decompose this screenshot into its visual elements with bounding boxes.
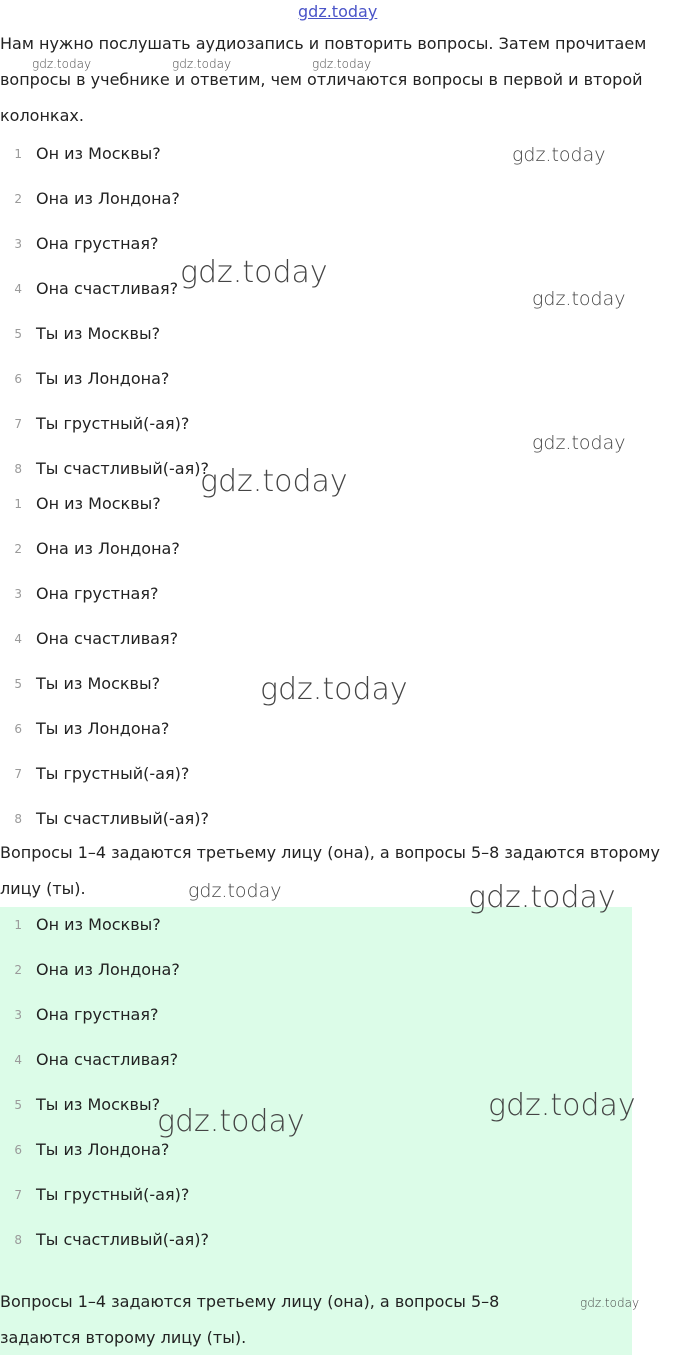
- list-item: [0, 131, 161, 176]
- list-item: [0, 1082, 160, 1127]
- item-text: Ты грустный(-ая)?: [36, 414, 190, 433]
- list-item: [0, 401, 189, 446]
- site-link[interactable]: gdz.today: [298, 2, 378, 21]
- item-text: Ты из Лондона?: [36, 719, 170, 738]
- item-text: Ты из Москвы?: [36, 674, 161, 693]
- list-item: [0, 751, 189, 796]
- item-text: Ты счастливый(-ая)?: [36, 459, 209, 478]
- watermark: gdz.today: [488, 1088, 636, 1123]
- item-number: 2: [14, 191, 22, 206]
- list-item: [0, 1037, 178, 1082]
- list-item: [0, 616, 178, 661]
- item-number: 8: [14, 1232, 22, 1247]
- list-item: [0, 992, 158, 1037]
- item-text: Она из Лондона?: [36, 189, 180, 208]
- watermark: gdz.today: [260, 672, 408, 707]
- item-number: 5: [14, 326, 22, 341]
- item-number: 1: [14, 917, 22, 932]
- list-item: [0, 526, 180, 571]
- answer-explanation-text: Вопросы 1–4 задаются третьему лицу (она), а вопросы 5–8 задаются второму лицу (ты).: [0, 1292, 500, 1347]
- watermark: gdz.today: [468, 880, 616, 915]
- item-text: Ты из Москвы?: [36, 324, 161, 343]
- item-number: 8: [14, 461, 22, 476]
- list-item: [0, 266, 178, 311]
- item-number: 4: [14, 281, 22, 296]
- list-item: [0, 481, 161, 526]
- item-text: Она из Лондона?: [36, 960, 180, 979]
- item-number: 3: [14, 1007, 22, 1022]
- list-item: [0, 1172, 189, 1217]
- watermark: gdz.today: [200, 464, 348, 499]
- item-text: Она счастливая?: [36, 279, 179, 298]
- item-text: Она счастливая?: [36, 1050, 179, 1069]
- watermark: gdz.today: [312, 57, 372, 71]
- item-number: 8: [14, 811, 22, 826]
- list-item: [0, 571, 158, 616]
- watermark: gdz.today: [512, 144, 606, 166]
- item-text: Ты счастливый(-ая)?: [36, 809, 209, 828]
- item-number: 6: [14, 721, 22, 736]
- item-number: 6: [14, 371, 22, 386]
- watermark: gdz.today: [580, 1296, 640, 1310]
- item-text: Ты из Лондона?: [36, 369, 170, 388]
- item-number: 5: [14, 676, 22, 691]
- item-number: 2: [14, 962, 22, 977]
- list-item: [0, 661, 160, 706]
- item-text: Она из Лондона?: [36, 539, 180, 558]
- watermark: gdz.today: [532, 288, 626, 310]
- item-number: 4: [14, 1052, 22, 1067]
- task-text: Нам нужно послушать аудиозапись и повторить вопросы. Затем прочитаем вопросы в учебнике и ответим, чем отличаются вопросы в первой и второй колонках.: [0, 34, 647, 125]
- item-text: Ты из Москвы?: [36, 1095, 161, 1114]
- watermark: gdz.today: [32, 57, 92, 71]
- watermark: gdz.today: [188, 880, 282, 902]
- item-text: Он из Москвы?: [36, 915, 161, 934]
- list-item: [0, 311, 160, 356]
- item-number: 3: [14, 236, 22, 251]
- item-number: 7: [14, 766, 22, 781]
- item-number: 1: [14, 496, 22, 511]
- item-text: Она грустная?: [36, 584, 159, 603]
- list-item: [0, 1217, 209, 1262]
- watermark: gdz.today: [532, 432, 626, 454]
- item-text: Ты грустный(-ая)?: [36, 764, 190, 783]
- item-number: 7: [14, 416, 22, 431]
- item-text: Она счастливая?: [36, 629, 179, 648]
- item-number: 6: [14, 1142, 22, 1157]
- item-text: Он из Москвы?: [36, 144, 161, 163]
- item-number: 5: [14, 1097, 22, 1112]
- list-item: [0, 1127, 169, 1172]
- list-item: [0, 947, 180, 992]
- watermark: gdz.today: [157, 1104, 305, 1139]
- item-text: Она грустная?: [36, 1005, 159, 1024]
- list-item: [0, 356, 169, 401]
- watermark: gdz.today: [180, 255, 328, 290]
- item-number: 1: [14, 146, 22, 161]
- item-number: 2: [14, 541, 22, 556]
- item-text: Ты счастливый(-ая)?: [36, 1230, 209, 1249]
- item-number: 4: [14, 631, 22, 646]
- item-text: Он из Москвы?: [36, 494, 161, 513]
- item-text: Ты грустный(-ая)?: [36, 1185, 190, 1204]
- explanation-text: Вопросы 1–4 задаются третьему лицу (она), а вопросы 5–8 задаются второму лицу (ты).: [0, 843, 660, 898]
- watermark: gdz.today: [172, 57, 232, 71]
- item-number: 3: [14, 586, 22, 601]
- item-text: Она грустная?: [36, 234, 159, 253]
- item-number: 7: [14, 1187, 22, 1202]
- list-item: [0, 706, 169, 751]
- list-item: [0, 221, 158, 266]
- list-item: [0, 902, 161, 947]
- list-item: [0, 176, 180, 221]
- item-text: Ты из Лондона?: [36, 1140, 170, 1159]
